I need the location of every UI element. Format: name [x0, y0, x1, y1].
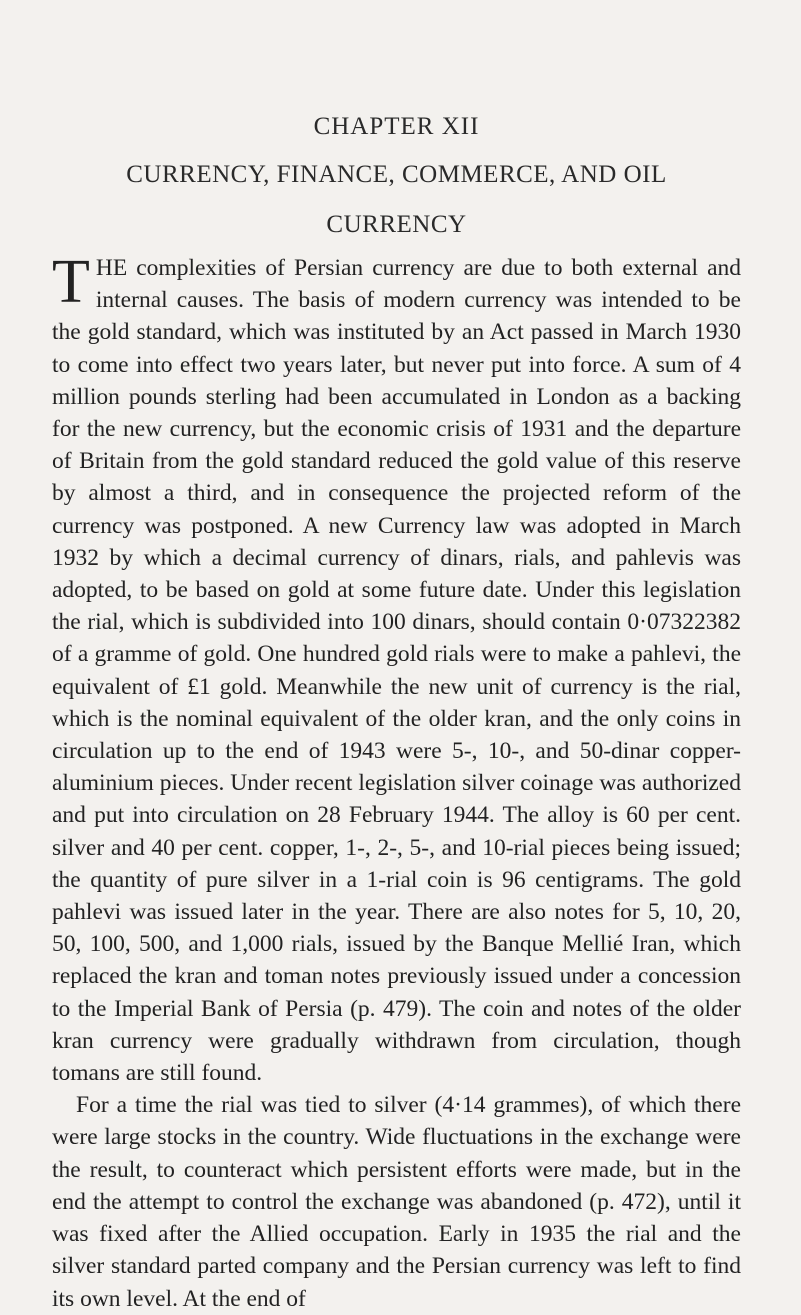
body-text: [52, 248, 741, 1315]
drop-cap: T: [52, 248, 90, 316]
part-title: CURRENCY, FINANCE, COMMERCE, AND OIL: [126, 161, 667, 188]
paragraph-2: For a time the rial was tied to silver (4·14 grammes), of which there were large stocks in the country. Wide fluctuations in the exchange were the result, to counteract which persistent efforts were made, but in the end the attempt to control the exchange was abandoned (p. 472), until it was fixed after the Allied occupation. Early in 1935 the rial and the silver standard parted company and the Persian currency was left to find its own level. At the end of: [52, 1092, 741, 1312]
chapter-heading: CHAPTER XII: [313, 113, 480, 140]
paragraph-1: [52, 248, 741, 1089]
section-title: CURRENCY: [326, 211, 467, 238]
paragraph-1-text: HE complexities of Persian currency are due to both external and internal causes. The basis of modern currency was intended to be the gold standard, which was instituted by an Act passed in March 1930 to come into effect two years later, but never put into force. A sum of 4 million pounds sterling had been accumulated in London as a backing for the new currency, but the economic crisis of 1931 and the departure of Britain from the gold standard reduced the gold value of this reserve by almost a third, and in consequence the projected reform of the currency was postponed. A new Currency law was adopted in March 1932 by which a decimal currency of dinars, rials, and pahlevis was adopted, to be based on gold at some future date. Under this legislation the rial, which is subdivided into 100 dinars, should contain 0·07322382 of a gramme of gold. One hundred gold rials were to make a pahlevi, the equivalent of £1 gold. Meanwhile the new unit of currency is the rial, which is the nominal equivalent of the older kran, and the only coins in circulation up to the end of 1943 were 5-, 10-, and 50-dinar copper-aluminium pieces. Under recent legislation silver coinage was authorized and put into circulation on 28 February 1944. The alloy is 60 per cent. silver and 40 per cent. copper, 1-, 2-, 5-, and 10-rial pieces being issued; the quantity of pure silver in a 1-rial coin is 96 centigrams. The gold pahlevi was issued later in the year. There are also notes for 5, 10, 20, 50, 100, 500, and 1,000 rials, issued by the Banque Mellié Iran, which replaced the kran and toman notes previously issued under a concession to the Imperial Bank of Persia (p. 479). The coin and notes of the older kran currency were gradually withdrawn from circulation, though tomans are still found.: [52, 255, 741, 1087]
